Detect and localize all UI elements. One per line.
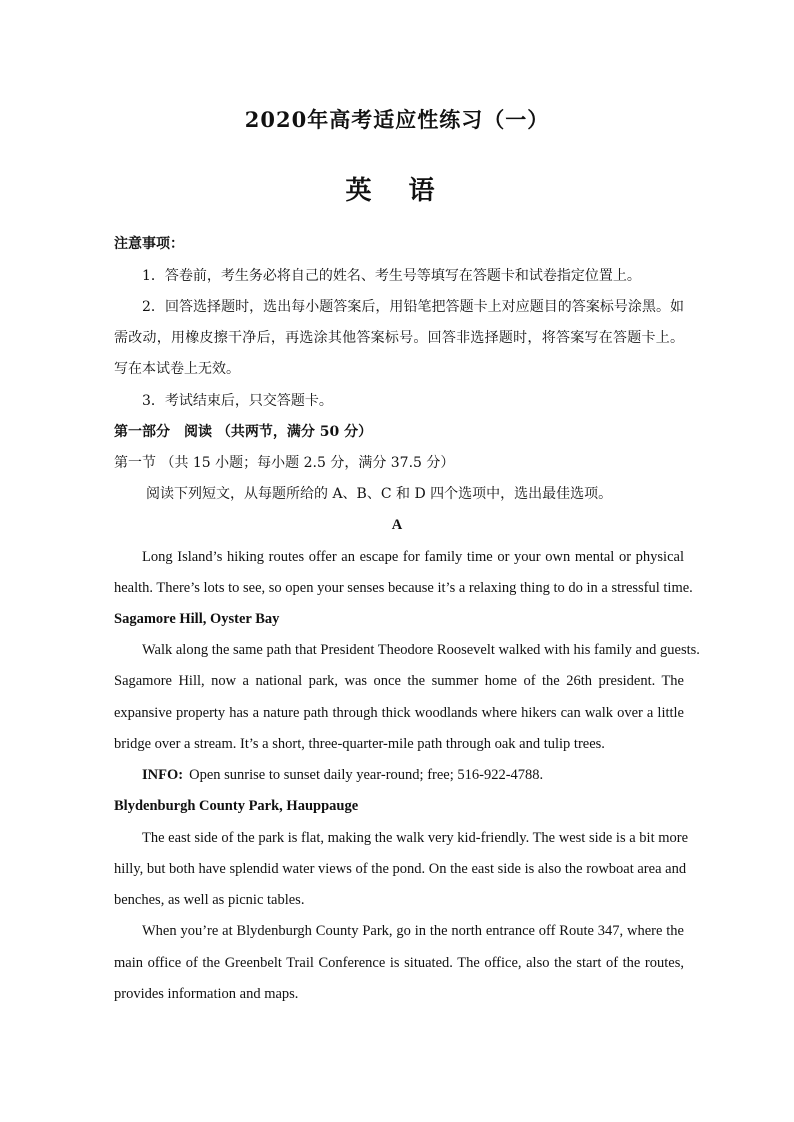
place-2-p2-line-1: When you’re at Blydenburgh County Park, go in the north entrance off Route 347, where the	[142, 923, 684, 939]
passage-label: A	[391, 517, 403, 533]
place-2-p1-line-2: hilly, but both have splendid water views of the pond. On the east side is also the rowboat area and	[114, 861, 687, 877]
notice-item-1: 1．答卷前，考生务必将自己的姓名、考生号等填写在答题卡和试卷指定位置上。	[142, 268, 641, 284]
place-2-p2-line-3: provides information and maps.	[114, 986, 299, 1002]
section-heading: 第一节 （共 15 小题；每小题 2.5 分，满分 37.5 分）	[114, 455, 455, 471]
intro-line-2: health. There’s lots to see, so open your senses because it’s a relaxing thing to do in a stressful time.	[114, 580, 693, 596]
notice-item-3: 3．考试结束后，只交答题卡。	[142, 393, 333, 409]
place-1-line-2: Sagamore Hill, now a national park, was once the summer home of the 26th president. The	[114, 673, 684, 689]
info-label: INFO:	[142, 767, 184, 783]
place-2-heading: Blydenburgh County Park, Hauppauge	[114, 798, 359, 814]
notice-item-2-line-2: 需改动，用橡皮擦干净后，再选涂其他答案标号。回答非选择题时，将答案写在答题卡上。	[114, 330, 684, 346]
place-1-info	[114, 765, 684, 785]
place-2-p1-line-3: benches, as well as picnic tables.	[114, 892, 305, 908]
subject-title: 英 语	[345, 176, 449, 206]
intro-line-1: Long Island’s hiking routes offer an escape for family time or your own mental or physical	[142, 549, 684, 565]
exam-title: 2020年高考适应性练习（一）	[244, 107, 550, 132]
place-1-line-3: expansive property has a nature path through thick woodlands where hikers can walk over a little	[114, 705, 684, 721]
place-1-line-4: bridge over a stream. It’s a short, three-quarter-mile path through oak and tulip trees.	[114, 736, 605, 752]
place-1-heading: Sagamore Hill, Oyster Bay	[114, 611, 280, 627]
notice-item-2-line-1: 2．回答选择题时，选出每小题答案后，用铅笔把答题卡上对应题目的答案标号涂黑。如	[142, 299, 684, 315]
part-heading: 第一部分 阅读 （共两节，满分 50 分）	[114, 424, 373, 440]
instruction-text: 阅读下列短文，从每题所给的 A、B、C 和 D 四个选项中，选出最佳选项。	[146, 486, 613, 502]
place-2-p2-line-2: main office of the Greenbelt Trail Conference is situated. The office, also the start of the routes,	[114, 955, 684, 971]
place-1-line-1: Walk along the same path that President Theodore Roosevelt walked with his family and guests.	[142, 642, 700, 658]
info-text: Open sunrise to sunset daily year-round; free; 516-922-4788.	[189, 767, 544, 783]
place-2-p1-line-1: The east side of the park is flat, making the walk very kid-friendly. The west side is a bit more	[142, 830, 689, 846]
notice-heading: 注意事项：	[114, 236, 184, 252]
notice-item-2-line-3: 写在本试卷上无效。	[114, 361, 240, 377]
